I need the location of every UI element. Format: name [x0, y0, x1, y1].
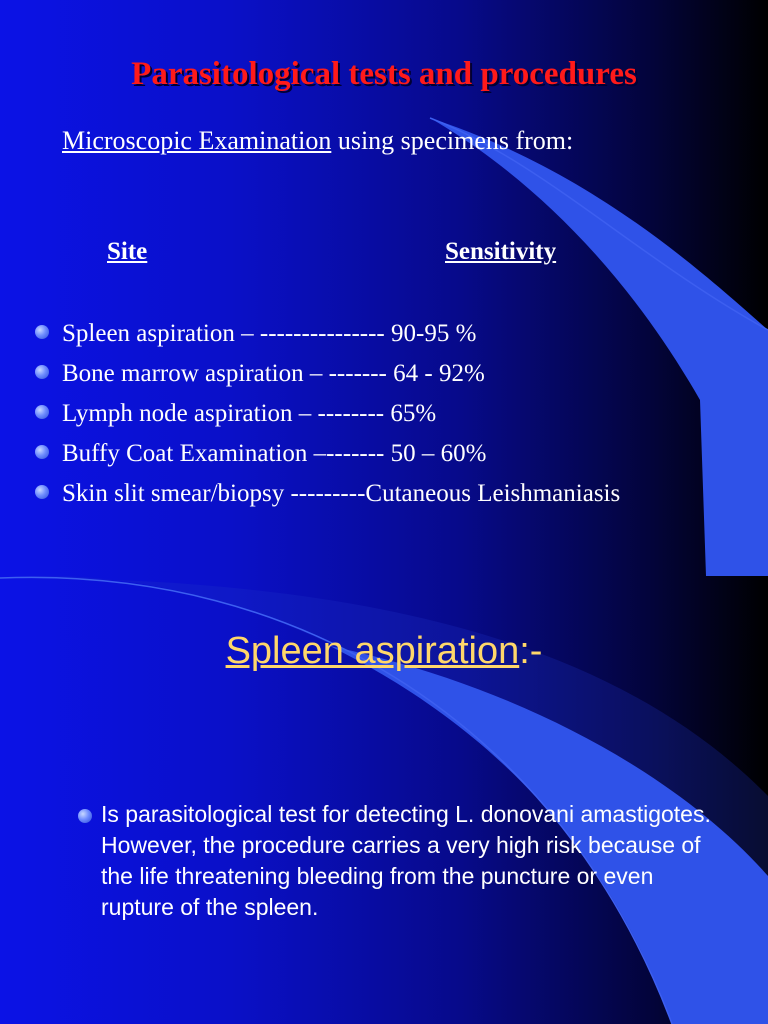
list-item-text: Buffy Coat Examination –------- 50 – 60%	[62, 440, 487, 467]
intro-rest: using specimens from:	[331, 126, 574, 155]
sensitivity-list	[32, 314, 620, 514]
bullet-icon	[35, 325, 49, 339]
slide-2	[0, 576, 768, 1024]
bullet-icon	[35, 365, 49, 379]
description-text: Is parasitological test for detecting L. donovani amastigotes. However, the procedure carries a very high risk because of the life threatening bleeding from the puncture or even rupture of the spleen.	[101, 801, 711, 920]
list-item	[32, 474, 620, 514]
list-item	[32, 354, 620, 394]
bullet-icon	[35, 445, 49, 459]
spleen-aspiration-title	[0, 630, 768, 673]
list-item	[32, 314, 620, 354]
intro-underlined: Microscopic Examination	[62, 126, 332, 155]
intro-text	[62, 126, 573, 156]
list-item	[32, 394, 620, 434]
list-item-text: Bone marrow aspiration – ------- 64 - 92%	[62, 360, 485, 387]
list-item	[32, 434, 620, 474]
bullet-icon	[35, 485, 49, 499]
list-item-text: Lymph node aspiration – -------- 65%	[62, 400, 437, 427]
bullet-icon	[78, 809, 92, 823]
description-paragraph	[78, 799, 718, 923]
bullet-icon	[35, 405, 49, 419]
sensitivity-header: Sensitivity	[445, 238, 557, 265]
site-header: Site	[107, 238, 148, 265]
list-item-text: Skin slit smear/biopsy ---------Cutaneous Leishmaniasis	[62, 480, 621, 507]
title-underlined: Spleen aspiration	[225, 630, 520, 672]
list-item-text: Spleen aspiration – --------------- 90-95 %	[62, 320, 477, 347]
slide-title: Parasitological tests and procedures	[131, 56, 637, 92]
title-suffix: :-	[519, 630, 543, 672]
